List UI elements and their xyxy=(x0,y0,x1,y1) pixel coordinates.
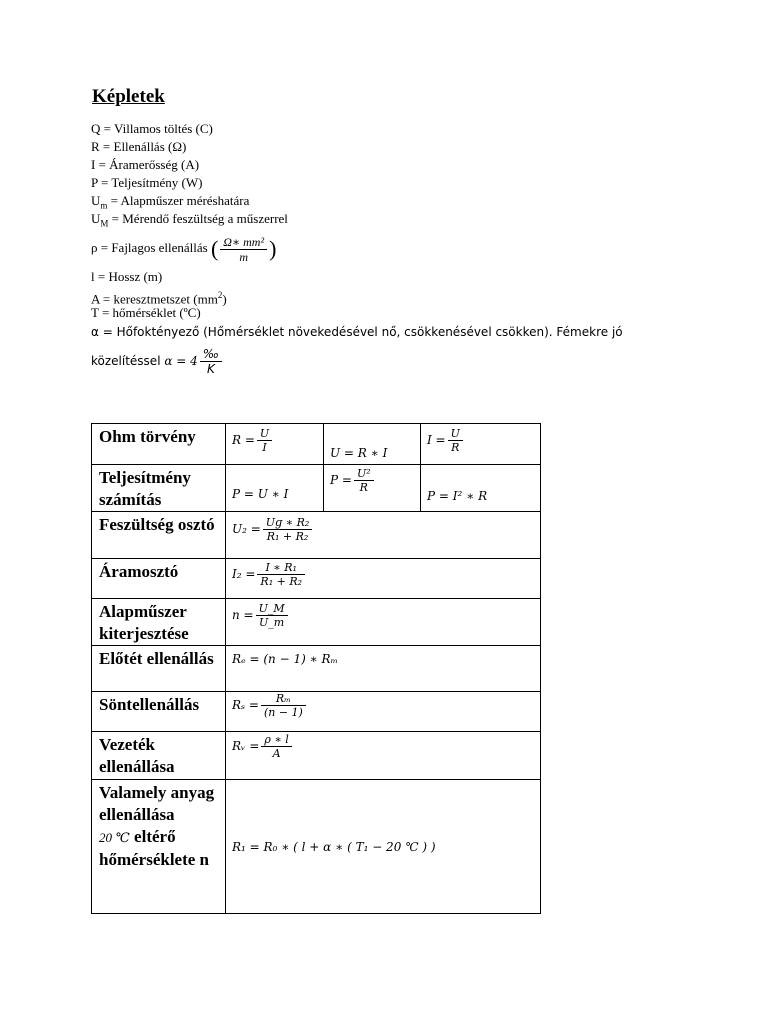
extension-fraction xyxy=(256,602,288,629)
ohm-r-denominator: I xyxy=(262,441,267,454)
current-divider-fraction xyxy=(257,561,305,588)
definition-measured-voltage xyxy=(91,211,288,232)
rho-unit-numerator: Ω∗ mm² xyxy=(220,235,267,250)
ohm-formula-u xyxy=(324,424,421,465)
temperature-formula: R₁ = R₀ ∗ ( l + α ∗ ( T₁ − 20 ℃ ) ) xyxy=(232,839,436,854)
series-formula-cell xyxy=(226,646,541,692)
cross-section-text: A = keresztmetszet (mm xyxy=(91,291,218,307)
divider-numerator: Uɡ ∗ R₂ xyxy=(263,516,312,530)
temperature-label xyxy=(92,780,226,914)
divider-formula-cell xyxy=(226,512,541,559)
current-divider-formula-cell xyxy=(226,559,541,599)
row-divider xyxy=(92,512,541,559)
temperature-label-c: eltérő hőmérséklete n xyxy=(99,827,210,869)
wire-denominator: A xyxy=(272,747,281,760)
power-u2r-fraction xyxy=(354,467,374,494)
rho-unit-denominator: m xyxy=(239,249,249,264)
cross-section-exponent: 2 xyxy=(217,290,223,300)
ohm-u-formula: U = R ∗ I xyxy=(330,446,388,460)
power-u2r-lhs: P = xyxy=(330,473,352,487)
wire-label: Vezeték ellenállása xyxy=(92,732,226,780)
um-symbol: U xyxy=(91,193,101,208)
temperature-label-a: Valamely anyag ellenállása xyxy=(99,783,215,824)
row-series-resistor xyxy=(92,646,541,692)
definition-resistivity xyxy=(91,233,276,264)
extension-formula-cell xyxy=(226,599,541,646)
divider-label: Feszültség osztó xyxy=(92,512,226,559)
series-label: Előtét ellenállás xyxy=(92,646,226,692)
row-shunt xyxy=(92,692,541,732)
row-wire xyxy=(92,732,541,780)
uM-text: = Mérendő feszültség a műszerrel xyxy=(108,211,288,226)
definition-resistance: R = Ellenállás (Ω) xyxy=(91,139,187,154)
definition-charge: Q = Villamos töltés (C) xyxy=(91,121,213,136)
definition-length: l = Hossz (m) xyxy=(91,269,163,284)
definition-temperature: T = hőmérséklet (ºC) xyxy=(91,305,201,320)
alpha-approx-text: közelítéssel xyxy=(91,354,161,368)
shunt-label: Söntellenállás xyxy=(92,692,226,732)
ohm-i-lhs: I = xyxy=(427,433,446,447)
um-text: = Alapműszer méréshatára xyxy=(107,193,250,208)
wire-lhs: Rᵥ = xyxy=(232,739,260,753)
shunt-lhs: Rₛ = xyxy=(232,698,259,712)
definition-cross-section: A = keresztmetszet $(mm^2)$ xyxy=(91,290,227,307)
rho-unit-fraction xyxy=(220,235,267,264)
row-power xyxy=(92,465,541,512)
power-formula-i2r xyxy=(421,465,541,512)
row-ohm xyxy=(92,424,541,465)
series-formula: Rₑ = (n − 1) ∗ Rₘ xyxy=(232,652,338,666)
power-label: Teljesítmény számítás xyxy=(92,465,226,512)
current-divider-label: Áramosztó xyxy=(92,559,226,599)
current-divider-lhs: I₂ = xyxy=(232,567,256,581)
ohm-formula-r xyxy=(226,424,324,465)
wire-formula-cell xyxy=(226,732,541,780)
extension-numerator: U_M xyxy=(256,602,288,616)
formula-table xyxy=(91,423,541,914)
power-ui-formula: P = U ∗ I xyxy=(232,487,289,501)
rho-paren-open: ( xyxy=(210,236,219,262)
ohm-label: Ohm törvény xyxy=(92,424,226,465)
current-divider-numerator: I ∗ R₁ xyxy=(257,561,305,575)
ohm-i-fraction xyxy=(448,427,463,454)
current-divider-denominator: R₁ + R₂ xyxy=(260,575,303,588)
row-extension xyxy=(92,599,541,646)
um-subscript: m xyxy=(100,200,108,211)
divider-denominator: R₁ + R₂ xyxy=(266,530,309,543)
divider-lhs: U₂ = xyxy=(232,522,261,536)
shunt-denominator: (n − 1) xyxy=(263,706,303,719)
ohm-r-numerator: U xyxy=(257,427,272,441)
row-current-divider xyxy=(92,559,541,599)
alpha-value: α = 4 xyxy=(164,354,198,368)
divider-fraction xyxy=(263,516,312,543)
row-temperature xyxy=(92,780,541,914)
power-i2r-formula: P = I² ∗ R xyxy=(427,489,488,503)
definition-power: P = Teljesítmény (W) xyxy=(91,175,203,190)
definition-alpha-approx xyxy=(91,346,224,376)
ohm-r-lhs: R = xyxy=(232,433,255,447)
extension-denominator: U_m xyxy=(259,616,285,629)
alpha-unit-denominator: K xyxy=(206,362,215,376)
temperature-formula-cell xyxy=(226,780,541,914)
power-u2r-numerator: U² xyxy=(354,467,374,481)
page-title: Képletek xyxy=(92,86,165,107)
alpha-unit-fraction xyxy=(200,347,222,376)
shunt-formula-cell xyxy=(226,692,541,732)
rho-paren-close: ) xyxy=(269,236,277,262)
uM-symbol: U xyxy=(91,211,101,226)
wire-numerator: ρ ∗ l xyxy=(261,733,291,747)
extension-label: Alapműszer kiterjesztése xyxy=(92,599,226,646)
uM-subscript: M xyxy=(100,218,109,229)
shunt-numerator: Rₘ xyxy=(261,692,306,706)
power-formula-u2r xyxy=(324,465,421,512)
rho-text: ρ = Fajlagos ellenállás xyxy=(91,240,208,255)
ohm-formula-i xyxy=(421,424,541,465)
definition-alpha: α = Hőfoktényező (Hőmérséklet növekedésével nő, csökkenésével csökken). Fémekre jó xyxy=(91,325,623,339)
ohm-i-numerator: U xyxy=(448,427,463,441)
alpha-unit-numerator: ‰ xyxy=(200,347,222,362)
ohm-r-fraction xyxy=(257,427,272,454)
shunt-fraction xyxy=(261,692,306,719)
wire-fraction xyxy=(261,733,291,760)
extension-lhs: n = xyxy=(232,608,254,622)
definition-current: I = Áramerősség (A) xyxy=(91,157,200,172)
temperature-label-b: 20 ℃ xyxy=(99,830,130,845)
power-formula-ui xyxy=(226,465,324,512)
power-u2r-denominator: R xyxy=(359,481,368,494)
ohm-i-denominator: R xyxy=(451,441,460,454)
